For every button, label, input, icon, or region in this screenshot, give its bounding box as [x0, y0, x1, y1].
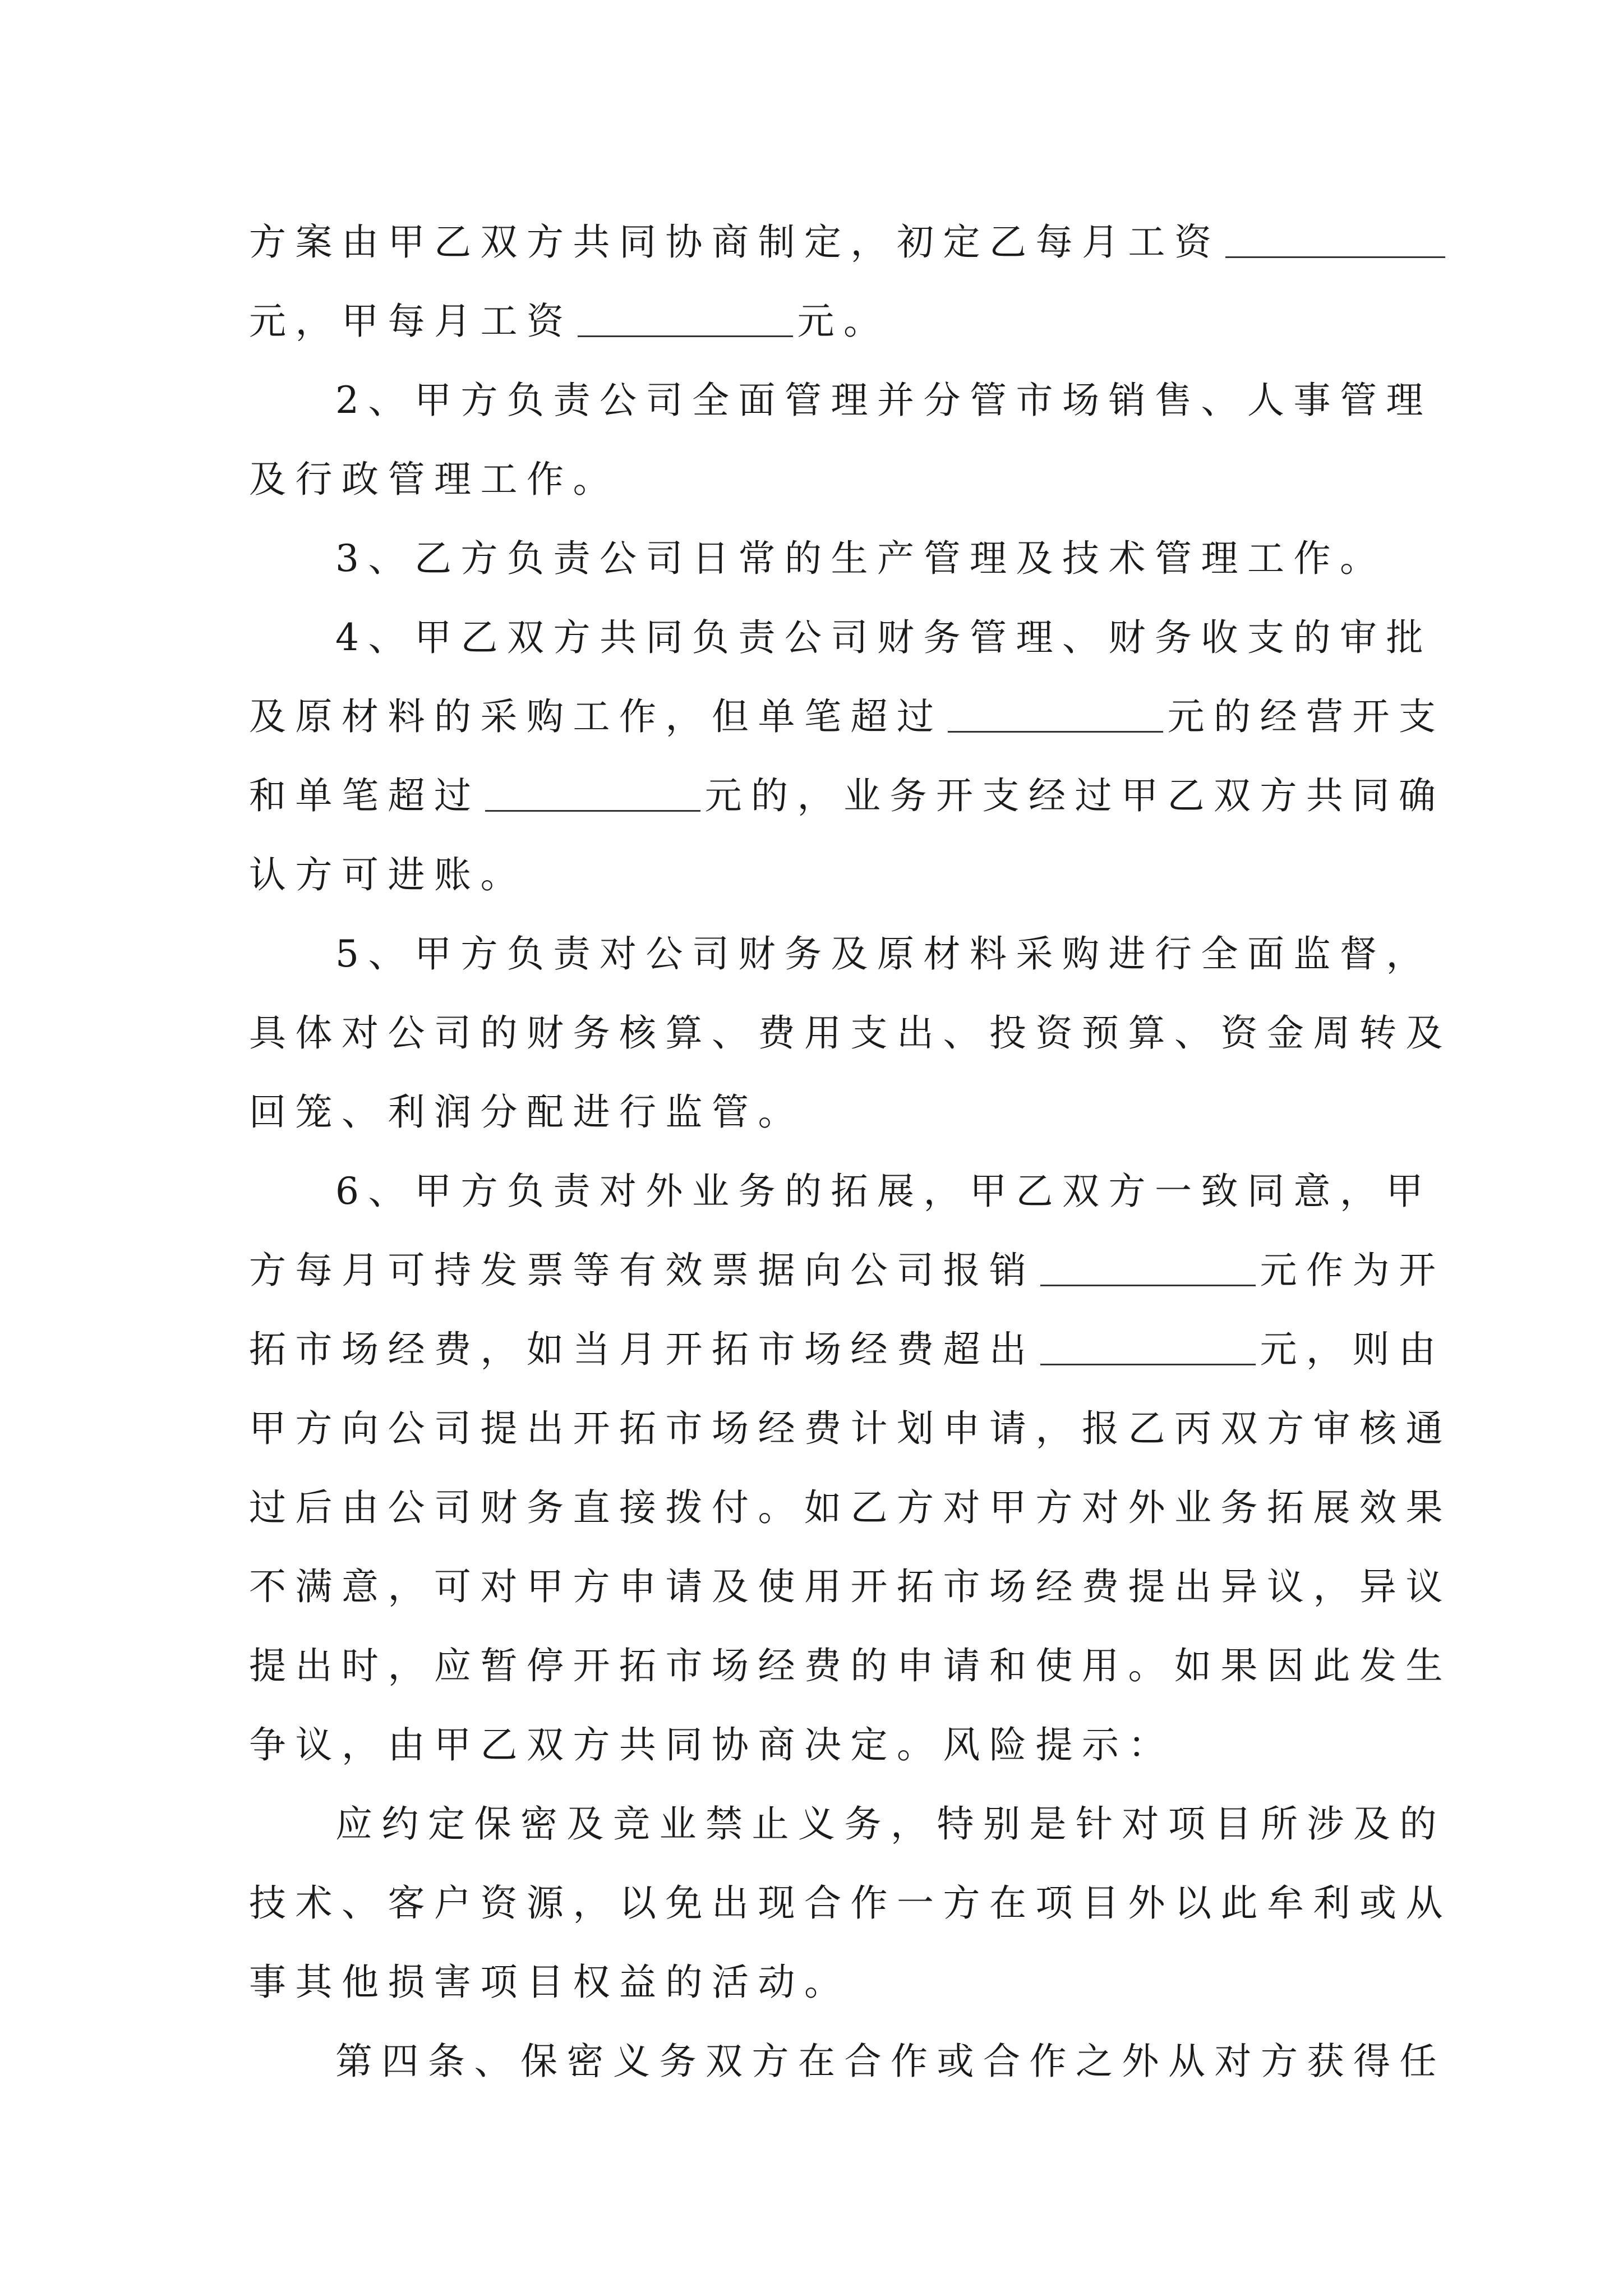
text-line: [249, 1624, 1623, 1708]
text-segment: 和单笔超过: [249, 774, 481, 817]
text-segment: 4、甲乙双方共同负责公司财务管理、财务收支的审批: [335, 616, 1432, 659]
text-segment: 2、甲方负责公司全面管理并分管市场销售、人事管理: [335, 379, 1432, 422]
blank-underline: [485, 809, 700, 812]
blank-underline: [1040, 1363, 1256, 1365]
blank-underline: [1040, 1284, 1256, 1286]
text-line: [249, 1861, 1623, 1945]
text-segment: 提出时，应暂停开拓市场经费的申请和使用。如果因此发生: [249, 1644, 1452, 1687]
text-line: [249, 200, 1623, 284]
text-segment: 元，甲每月工资: [249, 300, 573, 343]
text-segment: 第四条、保密义务双方在合作或合作之外从对方获得任: [335, 2040, 1446, 2083]
text-line: [249, 991, 1623, 1075]
text-segment: 6、甲方负责对外业务的拓展，甲乙双方一致同意，甲: [335, 1170, 1432, 1213]
text-line: [335, 596, 1623, 680]
text-line: [249, 1228, 1623, 1313]
blank-underline: [948, 730, 1163, 733]
text-line: [249, 1703, 1623, 1787]
text-line: [335, 1782, 1623, 1866]
text-line: [249, 1466, 1623, 1550]
text-line: [249, 1308, 1623, 1392]
text-segment: 拓市场经费，如当月开拓市场经费超出: [249, 1328, 1036, 1371]
text-line: [335, 912, 1623, 996]
text-segment: 元，则由: [1260, 1328, 1445, 1371]
text-segment: 方每月可持发票等有效票据向公司报销: [249, 1249, 1036, 1292]
text-segment: 技术、客户资源，以免出现合作一方在项目外以此牟利或从: [249, 1881, 1452, 1925]
text-segment: 元作为开: [1260, 1249, 1445, 1292]
text-segment: 争议，由甲乙双方共同协商决定。风险提示：: [249, 1723, 1174, 1766]
text-segment: 元。: [797, 300, 890, 343]
text-line: [249, 675, 1623, 759]
text-segment: 元的经营开支: [1167, 695, 1445, 738]
text-line: [249, 279, 1623, 364]
text-segment: 过后由公司财务直接拨付。如乙方对甲方对外业务拓展效果: [249, 1486, 1452, 1529]
blank-underline: [1225, 256, 1445, 258]
text-line: [249, 438, 1623, 522]
text-segment: 元的，业务开支经过甲乙双方共同确: [704, 774, 1445, 817]
text-line: [249, 1545, 1623, 1629]
text-segment: 事其他损害项目权益的活动。: [249, 1961, 851, 2004]
text-segment: 应约定保密及竞业禁止义务，特别是针对项目所涉及的: [335, 1802, 1446, 1846]
text-segment: 甲方向公司提出开拓市场经费计划申请，报乙丙双方审核通: [249, 1407, 1452, 1450]
blank-underline: [578, 335, 793, 337]
text-line: [249, 754, 1623, 838]
text-segment: 及原材料的采购工作，但单笔超过: [249, 695, 943, 738]
text-segment: 5、甲方负责对公司财务及原材料采购进行全面监督，: [335, 932, 1432, 976]
text-segment: 不满意，可对甲方申请及使用开拓市场经费提出异议，异议: [249, 1565, 1452, 1608]
text-line: [335, 1149, 1623, 1234]
text-segment: 具体对公司的财务核算、费用支出、投资预算、资金周转及: [249, 1011, 1452, 1055]
text-segment: 方案由甲乙双方共同协商制定，初定乙每月工资: [249, 220, 1221, 264]
text-line: [249, 1940, 1623, 2024]
text-segment: 回笼、利润分配进行监管。: [249, 1091, 804, 1134]
text-line: [335, 2019, 1623, 2104]
text-segment: 认方可进账。: [249, 853, 527, 896]
text-line: [249, 1070, 1623, 1154]
text-line: [249, 1387, 1623, 1471]
text-segment: 及行政管理工作。: [249, 458, 619, 501]
text-segment: 3、乙方负责公司日常的生产管理及技术管理工作。: [335, 537, 1386, 580]
text-line: [249, 833, 1623, 917]
text-line: [335, 358, 1623, 443]
text-line: [335, 517, 1623, 601]
